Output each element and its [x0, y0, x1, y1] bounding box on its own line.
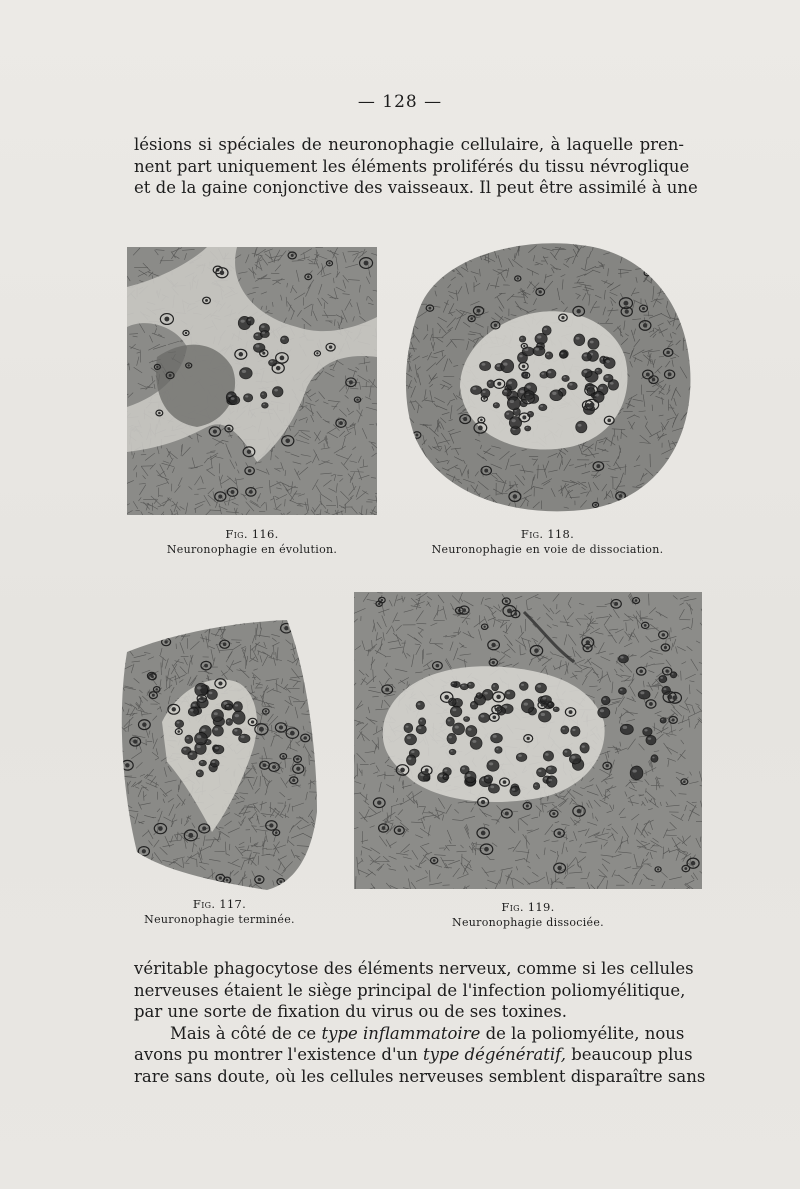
histology-drawing	[400, 237, 695, 515]
page-number: — 128 —	[357, 92, 443, 112]
text-segment: avons pu montrer l'existence d'un	[134, 1045, 423, 1064]
text-line: nerveuses étaient le siège principal de l'infection poliomyélitique,	[134, 980, 686, 1000]
figure-number: Fig. 118.	[520, 527, 575, 541]
figure-number: Fig. 116.	[225, 527, 279, 541]
figure-caption-text: Neuronophagie en évolution.	[166, 543, 338, 556]
text-line	[134, 1023, 684, 1045]
bottom-paragraph	[134, 958, 706, 1087]
text-line	[134, 1044, 693, 1066]
figure-117-illustration	[117, 612, 322, 892]
text-segment: Mais à côté de ce	[170, 1023, 322, 1043]
text-line: rare sans doute, où les cellules nerveuses semblent disparaître sans	[134, 1066, 706, 1086]
text-segment: de la poliomyélite, nous	[480, 1023, 685, 1043]
text-line: véritable phagocytose des éléments nerveux, comme si les cellules	[134, 959, 694, 978]
text-line: nent part uniquement les éléments proliférés du tissu névroglique	[134, 156, 690, 176]
histology-drawing	[354, 592, 702, 889]
histology-drawing	[127, 247, 377, 515]
text-line: par une sorte de fixation du virus ou de ses toxines.	[134, 1002, 567, 1021]
figure-117-caption	[117, 897, 322, 927]
text-segment: beaucoup plus	[565, 1045, 693, 1064]
text-line: lésions si spéciales de neuronophagie cellulaire, à laquelle pren-	[134, 135, 684, 154]
histology-drawing	[117, 612, 322, 892]
figure-116-caption	[127, 527, 377, 557]
figure-caption-text: Neuronophagie terminée.	[144, 913, 295, 926]
top-paragraph	[134, 134, 698, 199]
figure-118-illustration	[400, 237, 695, 515]
figure-caption-text: Neuronophagie dissociée.	[452, 916, 604, 929]
figure-118-caption	[400, 527, 695, 557]
figure-119-illustration	[354, 592, 702, 889]
figure-119-caption	[354, 900, 702, 930]
figure-number: Fig. 119.	[501, 900, 555, 914]
italic-term: type inflammatoire	[321, 1023, 481, 1043]
figure-number: Fig. 117.	[192, 897, 247, 911]
figure-caption-text: Neuronophagie en voie de dissociation.	[431, 543, 664, 556]
italic-term: type dégénératif,	[422, 1045, 566, 1064]
text-line: et de la gaine conjonctive des vaisseaux. Il peut être assimilé à une	[134, 178, 698, 197]
figure-116-illustration	[127, 247, 377, 515]
